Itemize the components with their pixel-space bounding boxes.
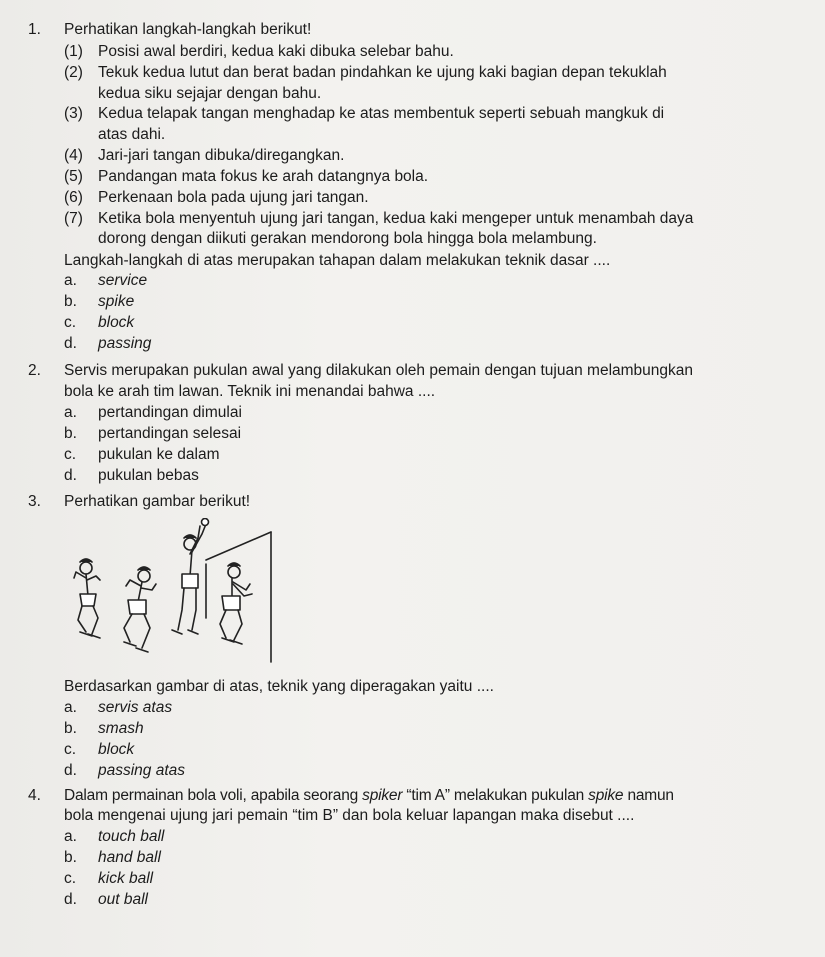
q2-option-d-letter: d. [64, 467, 77, 484]
q1-intro: Perhatikan langkah-langkah berikut! [64, 21, 312, 38]
q1-option-a-letter: a. [64, 272, 77, 289]
q4-option-c-letter: c. [64, 870, 77, 887]
q1-step-5-number: (5) [64, 168, 83, 185]
volleyball-block-illustration [66, 518, 278, 664]
q3-option-c-letter: c. [64, 741, 77, 758]
q1-step-1-number: (1) [64, 43, 83, 60]
player-1-figure [74, 559, 100, 638]
q4-option-d[interactable]: out ball [98, 891, 148, 908]
q4-text-part3: namun [623, 787, 674, 804]
q1-step-3-text-line1: Kedua telapak tangan menghadap ke atas membentuk seperti sebuah mangkuk di [98, 105, 665, 122]
q1-option-d[interactable]: passing [98, 335, 152, 352]
q2-option-d[interactable]: pukulan bebas [98, 467, 199, 484]
player-4-figure [220, 563, 252, 644]
q4-text-line1 [64, 786, 674, 806]
q2-option-b-letter: b. [64, 425, 77, 442]
q3-option-b[interactable]: smash [98, 720, 144, 737]
q1-step-1-text: Posisi awal berdiri, kedua kaki dibuka selebar bahu. [98, 43, 454, 60]
q3-option-c[interactable]: block [98, 741, 135, 758]
q1-step-3-number: (3) [64, 105, 83, 122]
q1-option-c-letter: c. [64, 314, 77, 331]
q2-text-line1: Servis merupakan pukulan awal yang dilakukan oleh pemain dengan tujuan melambungkan [64, 362, 694, 379]
q4-text-part2: “tim A” melakukan pukulan [402, 787, 589, 804]
q4-number: 4. [28, 787, 41, 804]
q1-step-5-text: Pandangan mata fokus ke arah datangnya bola. [98, 168, 429, 185]
q1-step-4-number: (4) [64, 147, 83, 164]
q2-option-b[interactable]: pertandingan selesai [98, 425, 242, 442]
net-top-line [206, 532, 271, 560]
q1-option-b-letter: b. [64, 293, 77, 310]
q4-spiker-term: spiker [362, 787, 403, 804]
q3-option-d-letter: d. [64, 762, 77, 779]
q3-option-a[interactable]: servis atas [98, 699, 173, 716]
q4-option-a[interactable]: touch ball [98, 828, 165, 845]
q2-text-line2: bola ke arah tim lawan. Teknik ini menandai bahwa .... [64, 383, 436, 400]
q1-step-3-text-line2: atas dahi. [98, 126, 166, 143]
q1-step-7-text-line2: dorong dengan diikuti gerakan mendorong bola hingga bola melambung. [98, 230, 597, 247]
q4-option-b[interactable]: hand ball [98, 849, 161, 866]
q3-intro: Perhatikan gambar berikut! [64, 493, 251, 510]
q4-option-d-letter: d. [64, 891, 77, 908]
q4-option-a-letter: a. [64, 828, 77, 845]
q1-option-d-letter: d. [64, 335, 77, 352]
q1-option-a[interactable]: service [98, 272, 148, 289]
q4-option-b-letter: b. [64, 849, 77, 866]
q4-text-line2: bola mengenai ujung jari pemain “tim B” dan bola keluar lapangan maka disebut .... [64, 807, 635, 824]
q2-option-a-letter: a. [64, 404, 77, 421]
q1-number: 1. [28, 21, 41, 38]
q1-question: Langkah-langkah di atas merupakan tahapan dalam melakukan teknik dasar .... [64, 252, 611, 269]
q3-question: Berdasarkan gambar di atas, teknik yang diperagakan yaitu .... [64, 678, 494, 695]
q2-option-a[interactable]: pertandingan dimulai [98, 404, 242, 421]
q1-step-4-text: Jari-jari tangan dibuka/diregangkan. [98, 147, 345, 164]
q1-option-c[interactable]: block [98, 314, 135, 331]
volleyball-ball [202, 519, 209, 526]
q3-number: 3. [28, 493, 41, 510]
q1-option-b[interactable]: spike [98, 293, 135, 310]
q4-text-part1: Dalam permainan bola voli, apabila seorang [64, 787, 363, 804]
q2-number: 2. [28, 362, 41, 379]
q1-step-2-number: (2) [64, 64, 83, 81]
player-3-figure [172, 524, 206, 634]
q2-option-c-letter: c. [64, 446, 77, 463]
q3-option-b-letter: b. [64, 720, 77, 737]
q1-step-2-text-line1: Tekuk kedua lutut dan berat badan pindahkan ke ujung kaki bagian depan tekuklah [98, 64, 667, 81]
q1-step-2-text-line2: kedua siku sejajar dengan bahu. [98, 85, 322, 102]
q1-step-6-number: (6) [64, 189, 83, 206]
q4-spike-term: spike [588, 787, 624, 804]
q4-option-c[interactable]: kick ball [98, 870, 154, 887]
q2-option-c[interactable]: pukulan ke dalam [98, 446, 220, 463]
player-2-figure [124, 567, 156, 652]
q1-step-7-text-line1: Ketika bola menyentuh ujung jari tangan, kedua kaki mengeper untuk menambah daya [98, 210, 694, 227]
q1-step-6-text: Perkenaan bola pada ujung jari tangan. [98, 189, 369, 206]
q3-option-a-letter: a. [64, 699, 77, 716]
q3-option-d[interactable]: passing atas [98, 762, 186, 779]
q1-step-7-number: (7) [64, 210, 83, 227]
